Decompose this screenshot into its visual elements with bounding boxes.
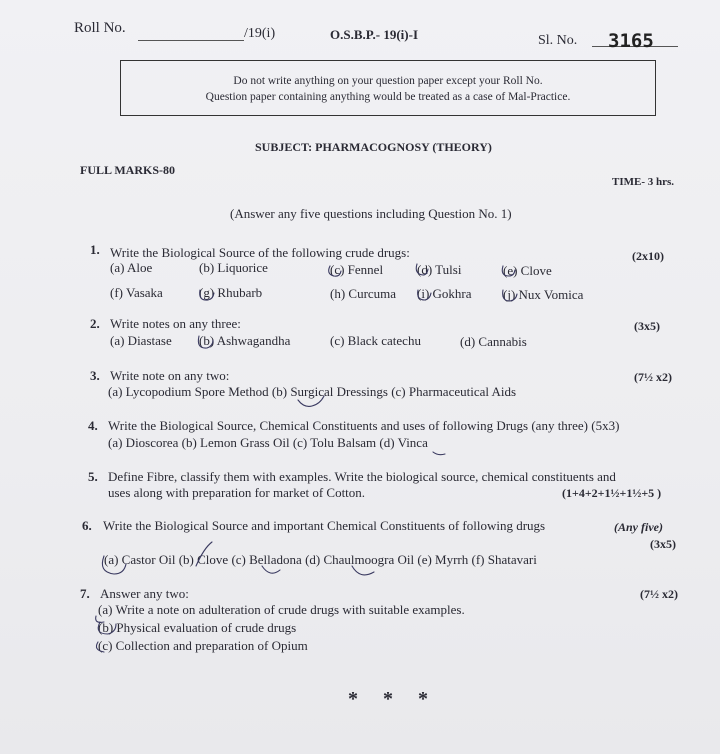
time-allowed: TIME- 3 hrs. [612, 176, 675, 188]
q5-text-2: uses along with preparation for market of Cotton. [108, 485, 366, 500]
q2-number: 2. [90, 316, 100, 331]
q3-options: (a) Lycopodium Spore Method (b) Surgical Dressings (c) Pharmaceutical Aids [108, 384, 517, 399]
q1-opt-c: (c) Fennel [330, 262, 384, 277]
tick-q4 [433, 452, 445, 455]
curve-q6-a [102, 556, 126, 574]
q2-marks: (3x5) [634, 319, 660, 333]
q1-text: Write the Biological Source of the following crude drugs: [110, 245, 410, 260]
sl-label: Sl. No. [538, 33, 578, 48]
footer-stars: * * * [348, 688, 438, 710]
q3-number: 3. [90, 368, 100, 383]
q1-opt-j: (j) Nux Vomica [503, 287, 584, 302]
q1-opt-a: (a) Aloe [110, 260, 153, 275]
q1-marks: (2x10) [632, 249, 664, 263]
circle-mark-q1-e [502, 266, 515, 276]
q7-item-a: (a) Write a note on adulteration of crude drugs with suitable examples. [98, 602, 465, 617]
curve-q6-d [352, 566, 374, 575]
q2-opt-b: (b) Ashwagandha [199, 333, 291, 348]
q1-opt-d: (d) Tulsi [417, 262, 462, 277]
q4-options: (a) Dioscorea (b) Lemon Grass Oil (c) Tolu Balsam (d) Vinca [108, 435, 428, 450]
slash-q6-b [196, 542, 212, 566]
q1-opt-b: (b) Liquorice [199, 260, 268, 275]
q1-opt-f: (f) Vasaka [110, 285, 163, 300]
q3-text: Write note on any two: [110, 368, 230, 383]
curve-q7-c [96, 642, 104, 652]
q1-opt-h: (h) Curcuma [330, 286, 397, 301]
tick-q6-c [262, 566, 280, 573]
q4-text: Write the Biological Source, Chemical Constituents and uses of following Drugs (any three) (5x3) [108, 418, 620, 433]
circle-mark-q1-g [200, 290, 214, 300]
circle-mark-q1-j [503, 290, 517, 301]
q1-opt-i: (i) Gokhra [417, 286, 472, 301]
q6-marks: (3x5) [650, 537, 676, 551]
circle-mark-q1-i [418, 290, 431, 300]
q6-options: (a) Castor Oil (b) Clove (c) Belladona (d) Chaulmoogra Oil (e) Myrrh (f) Shatavari [104, 552, 537, 567]
sl-number: 3165 [608, 30, 654, 52]
q1-number: 1. [90, 242, 100, 257]
instruction: (Answer any five questions including Question No. 1) [230, 206, 512, 221]
circle-mark-q1-c [329, 266, 341, 276]
q5-text: Define Fibre, classify them with examples. Write the biological source, chemical constituents and [108, 469, 616, 484]
q7-marks: (7½ x2) [640, 587, 678, 601]
notice-line-1: Do not write anything on your question paper except your Roll No. [233, 75, 543, 87]
circle-mark-q7-b [98, 622, 116, 634]
q1-opt-e: (e) Clove [503, 263, 552, 278]
tick-q3 [298, 396, 324, 406]
curve-q7-a [96, 616, 104, 622]
q7-number: 7. [80, 586, 90, 601]
q6-any-five: (Any five) [614, 520, 663, 534]
q2-text: Write notes on any three: [110, 316, 241, 331]
subject-title: SUBJECT: PHARMACOGNOSY (THEORY) [255, 140, 492, 154]
q5-number: 5. [88, 469, 98, 484]
circle-mark-q2-b [198, 336, 213, 348]
q3-marks: (7½ x2) [634, 370, 672, 384]
exam-code: O.S.B.P.- 19(i)-I [330, 27, 418, 42]
q2-opt-d: (d) Cannabis [460, 334, 527, 349]
q7-item-c: (c) Collection and preparation of Opium [98, 638, 308, 653]
q2-opt-c: (c) Black catechu [330, 333, 421, 348]
q6-number: 6. [82, 518, 92, 533]
q6-text: Write the Biological Source and important Chemical Constituents of following drugs [103, 518, 546, 533]
full-marks: FULL MARKS-80 [80, 163, 176, 177]
q2-opt-a: (a) Diastase [110, 333, 172, 348]
q7-text: Answer any two: [100, 586, 189, 601]
notice-line-2: Question paper containing anything would be treated as a case of Mal-Practice. [205, 91, 571, 103]
roll-label: Roll No. [74, 20, 126, 36]
q5-marks: (1+4+2+1½+1½+5 ) [562, 486, 662, 500]
q7-item-b: (b) Physical evaluation of crude drugs [98, 620, 297, 635]
q4-number: 4. [88, 418, 98, 433]
circle-mark-q1-d [416, 264, 428, 275]
code-suffix: /19(i) [244, 26, 276, 41]
q1-opt-g: (g) Rhubarb [199, 285, 263, 300]
